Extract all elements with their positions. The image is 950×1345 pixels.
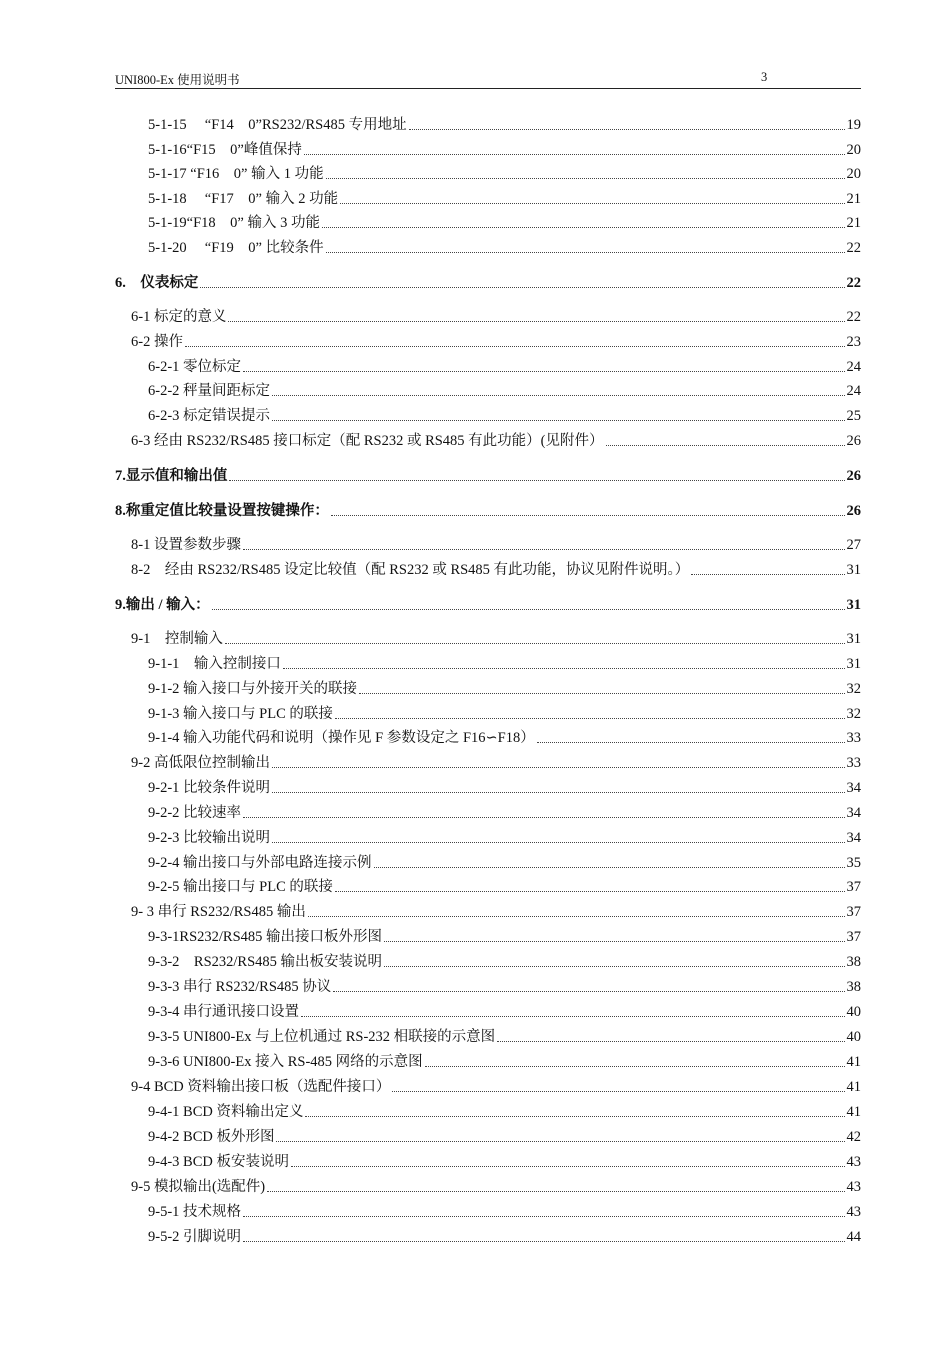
dot-leader: [228, 321, 844, 322]
toc-entry[interactable]: [131, 534, 861, 556]
toc-entry-page: 40: [846, 1004, 861, 1020]
dot-leader: [301, 1016, 844, 1017]
dot-leader: [335, 718, 845, 719]
toc-entry-page: 22: [846, 240, 861, 256]
toc-entry[interactable]: [148, 678, 861, 700]
toc-entry-page: 23: [846, 334, 861, 350]
toc-entry-page: 31: [846, 597, 861, 613]
toc-entry[interactable]: [148, 212, 861, 234]
dot-leader: [374, 867, 845, 868]
toc-entry-page: 32: [846, 706, 861, 722]
toc-entry[interactable]: [148, 163, 861, 185]
toc-entry-title: 6-2 操作: [131, 334, 183, 350]
toc-entry-title: 9-1 控制输入: [131, 631, 223, 647]
dot-leader: [384, 941, 844, 942]
toc-entry-title: 9-3-3 串行 RS232/RS485 协议: [148, 979, 332, 995]
dot-leader: [340, 203, 844, 204]
toc-entry[interactable]: [148, 1026, 861, 1048]
toc-entry-title: 5-1-17 “F16 0” 输入 1 功能: [148, 166, 324, 182]
toc-entry[interactable]: [148, 1001, 861, 1023]
toc-entry-page: 42: [846, 1129, 861, 1145]
toc-entry[interactable]: [148, 380, 861, 402]
toc-entry[interactable]: [148, 188, 861, 210]
dot-leader: [304, 154, 845, 155]
toc-entry[interactable]: [148, 951, 861, 973]
toc-entry-title: 9-4 BCD 资料输出接口板（选配件接口）: [131, 1079, 391, 1095]
toc-entry-page: 31: [846, 562, 861, 578]
toc-entry[interactable]: [148, 976, 861, 998]
toc-entry-title: 9-2 高低限位控制输出: [131, 755, 270, 771]
toc-entry-page: 24: [846, 359, 861, 375]
toc-entry-title: 5-1-18 “F17 0” 输入 2 功能: [148, 191, 339, 207]
dot-leader: [322, 227, 845, 228]
document-title: UNI800-Ex 使用说明书: [115, 73, 240, 87]
toc-entry[interactable]: [131, 752, 861, 774]
toc-entry-title: 6-2-1 零位标定: [148, 359, 242, 375]
toc-entry[interactable]: [131, 1176, 861, 1198]
dot-leader: [243, 1216, 844, 1217]
toc-entry[interactable]: [148, 1126, 861, 1148]
toc-entry-page: 41: [846, 1079, 861, 1095]
toc-entry-page: 41: [846, 1104, 861, 1120]
dot-leader: [243, 817, 844, 818]
dot-leader: [392, 1091, 844, 1092]
toc-entry[interactable]: [131, 1076, 861, 1098]
toc-entry[interactable]: [148, 1226, 861, 1248]
toc-entry-title: 7.显示值和输出值: [115, 468, 228, 484]
toc-entry-title: 9-2-1 比较条件说明: [148, 780, 271, 796]
toc-entry-page: 34: [846, 830, 861, 846]
toc-entry-page: 43: [846, 1154, 861, 1170]
toc-entry[interactable]: [148, 139, 861, 161]
toc-entry[interactable]: [115, 594, 861, 616]
toc-entry-title: 6. 仪表标定: [115, 275, 199, 291]
toc-entry[interactable]: [148, 114, 861, 136]
toc-entry-title: 6-2-3 标定错误提示: [148, 408, 271, 424]
toc-entry[interactable]: [148, 727, 861, 749]
toc-entry[interactable]: [131, 430, 861, 452]
toc-entry-title: 9-2-3 比较输出说明: [148, 830, 271, 846]
toc-entry[interactable]: [148, 802, 861, 824]
toc-entry-page: 44: [846, 1229, 861, 1245]
toc-entry-title: 5-1-20 “F19 0” 比较条件: [148, 240, 324, 256]
dot-leader: [243, 371, 844, 372]
toc-entry-page: 32: [846, 681, 861, 697]
dot-leader: [185, 346, 845, 347]
dot-leader: [384, 966, 844, 967]
toc-entry-title: 9-3-6 UNI800-Ex 接入 RS-485 网络的示意图: [148, 1054, 423, 1070]
toc-entry[interactable]: [148, 653, 861, 675]
dot-leader: [537, 742, 845, 743]
toc-entry-page: 43: [846, 1179, 861, 1195]
toc-entry[interactable]: [131, 559, 861, 581]
toc-entry-title: 8-2 经由 RS232/RS485 设定比较值（配 RS232 或 RS485 有此功能，协议见附件说明。）: [131, 562, 690, 578]
dot-leader: [212, 609, 845, 610]
toc-entry-page: 20: [846, 142, 861, 158]
toc-entry-title: 9-3-5 UNI800-Ex 与上位机通过 RS-232 相联接的示意图: [148, 1029, 496, 1045]
toc-entry-page: 40: [846, 1029, 861, 1045]
toc-entry[interactable]: [148, 703, 861, 725]
toc-entry[interactable]: [148, 237, 861, 259]
dot-leader: [272, 395, 844, 396]
toc-entry-title: 9-4-2 BCD 板外形图: [148, 1129, 275, 1145]
dot-leader: [243, 1241, 844, 1242]
dot-leader: [308, 916, 845, 917]
dot-leader: [333, 991, 844, 992]
toc-entry-page: 25: [846, 408, 861, 424]
toc-entry[interactable]: [148, 1151, 861, 1173]
dot-leader: [409, 129, 845, 130]
toc-entry[interactable]: [148, 777, 861, 799]
toc-entry-title: 9-5-2 引脚说明: [148, 1229, 242, 1245]
dot-leader: [291, 1166, 845, 1167]
dot-leader: [272, 767, 845, 768]
toc-entry-title: 5-1-19“F18 0” 输入 3 功能: [148, 215, 320, 231]
toc-entry[interactable]: [148, 1201, 861, 1223]
dot-leader: [243, 549, 845, 550]
toc-entry[interactable]: [131, 331, 861, 353]
dot-leader: [200, 287, 844, 288]
toc-entry-page: 22: [846, 275, 861, 291]
toc-entry-page: 37: [846, 929, 861, 945]
toc-entry-page: 41: [846, 1054, 861, 1070]
toc-entry-page: 34: [846, 780, 861, 796]
toc-entry-title: 8-1 设置参数步骤: [131, 537, 241, 553]
toc-entry[interactable]: [115, 500, 861, 522]
dot-leader: [335, 891, 845, 892]
dot-leader: [606, 445, 845, 446]
page-number: 3: [761, 70, 768, 84]
dot-leader: [326, 252, 845, 253]
toc-entry-title: 9-1-4 输入功能代码和说明（操作见 F 参数设定之 F16∽F18）: [148, 730, 535, 746]
toc-entry-title: 9-1-1 输入控制接口: [148, 656, 281, 672]
toc-entry-title: 6-2-2 秤量间距标定: [148, 383, 271, 399]
dot-leader: [691, 574, 844, 575]
toc-entry-page: 31: [846, 656, 861, 672]
toc-entry[interactable]: [148, 876, 861, 898]
dot-leader: [272, 792, 844, 793]
dot-leader: [326, 178, 845, 179]
toc-entry-title: 9.输出 / 输入：: [115, 597, 210, 613]
dot-leader: [305, 1116, 844, 1117]
toc-entry[interactable]: [115, 272, 861, 294]
dot-leader: [229, 480, 844, 481]
toc-entry-page: 37: [846, 879, 861, 895]
toc-entry-page: 26: [846, 503, 861, 519]
toc-entry[interactable]: [131, 628, 861, 650]
toc-entry[interactable]: [148, 1101, 861, 1123]
dot-leader: [359, 693, 844, 694]
toc-entry-title: 9-1-3 输入接口与 PLC 的联接: [148, 706, 333, 722]
toc-entry-page: 33: [846, 730, 861, 746]
toc-entry-page: 27: [846, 537, 861, 553]
toc-entry-title: 9-1-2 输入接口与外接开关的联接: [148, 681, 358, 697]
toc-entry[interactable]: [148, 827, 861, 849]
toc-entry-title: 9-4-3 BCD 板安装说明: [148, 1154, 289, 1170]
toc-entry[interactable]: [115, 465, 861, 487]
toc-entry-title: 9-3-1RS232/RS485 输出接口板外形图: [148, 929, 383, 945]
toc-entry-page: 26: [846, 468, 861, 484]
toc-entry[interactable]: [148, 356, 861, 378]
toc-entry-title: 9-2-2 比较速率: [148, 805, 242, 821]
dot-leader: [276, 1141, 844, 1142]
toc-entry-title: 6-3 经由 RS232/RS485 接口标定（配 RS232 或 RS485 有此功能）(见附件）: [131, 433, 604, 449]
toc-entry-page: 33: [846, 755, 861, 771]
toc-entry-title: 9-5 模拟输出(选配件): [131, 1179, 266, 1195]
dot-leader: [283, 668, 845, 669]
toc-entry-title: 9-3-2 RS232/RS485 输出板安装说明: [148, 954, 383, 970]
dot-leader: [497, 1041, 844, 1042]
toc-entry-page: 24: [846, 383, 861, 399]
toc-entry[interactable]: [148, 852, 861, 874]
toc-entry-title: 8.称重定值比较量设置按键操作：: [115, 503, 329, 519]
dot-leader: [425, 1066, 845, 1067]
toc-entry-page: 35: [846, 855, 861, 871]
dot-leader: [331, 515, 845, 516]
toc-entry-page: 20: [846, 166, 861, 182]
toc-entry-page: 43: [846, 1204, 861, 1220]
toc-entry-page: 19: [846, 117, 861, 133]
toc-entry-title: 5-1-15 “F14 0”RS232/RS485 专用地址: [148, 117, 407, 133]
toc-entry[interactable]: [148, 1051, 861, 1073]
toc-entry-page: 38: [846, 979, 861, 995]
toc-entry-title: 6-1 标定的意义: [131, 309, 227, 325]
toc-entry-page: 26: [846, 433, 861, 449]
toc-entry[interactable]: [131, 306, 861, 328]
dot-leader: [267, 1191, 844, 1192]
dot-leader: [272, 420, 844, 421]
toc-entry-title: 9-3-4 串行通讯接口设置: [148, 1004, 300, 1020]
toc-entry-title: 5-1-16“F15 0”峰值保持: [148, 142, 302, 158]
toc-entry-title: 9-4-1 BCD 资料输出定义: [148, 1104, 304, 1120]
toc-entry[interactable]: [131, 901, 861, 923]
toc-entry-page: 31: [846, 631, 861, 647]
toc-entry-title: 9-5-1 技术规格: [148, 1204, 242, 1220]
toc-entry-page: 22: [846, 309, 861, 325]
toc-entry-title: 9-2-5 输出接口与 PLC 的联接: [148, 879, 333, 895]
toc-entry-page: 34: [846, 805, 861, 821]
toc-entry[interactable]: [148, 405, 861, 427]
toc-entry-title: 9- 3 串行 RS232/RS485 输出: [131, 904, 306, 920]
page-header: [115, 68, 861, 89]
dot-leader: [272, 842, 844, 843]
toc-entry-page: 38: [846, 954, 861, 970]
toc-entry[interactable]: [148, 926, 861, 948]
toc-entry-page: 21: [846, 191, 861, 207]
toc-entry-title: 9-2-4 输出接口与外部电路连接示例: [148, 855, 372, 871]
dot-leader: [225, 643, 845, 644]
toc-entry-page: 37: [846, 904, 861, 920]
toc-entry-page: 21: [846, 215, 861, 231]
